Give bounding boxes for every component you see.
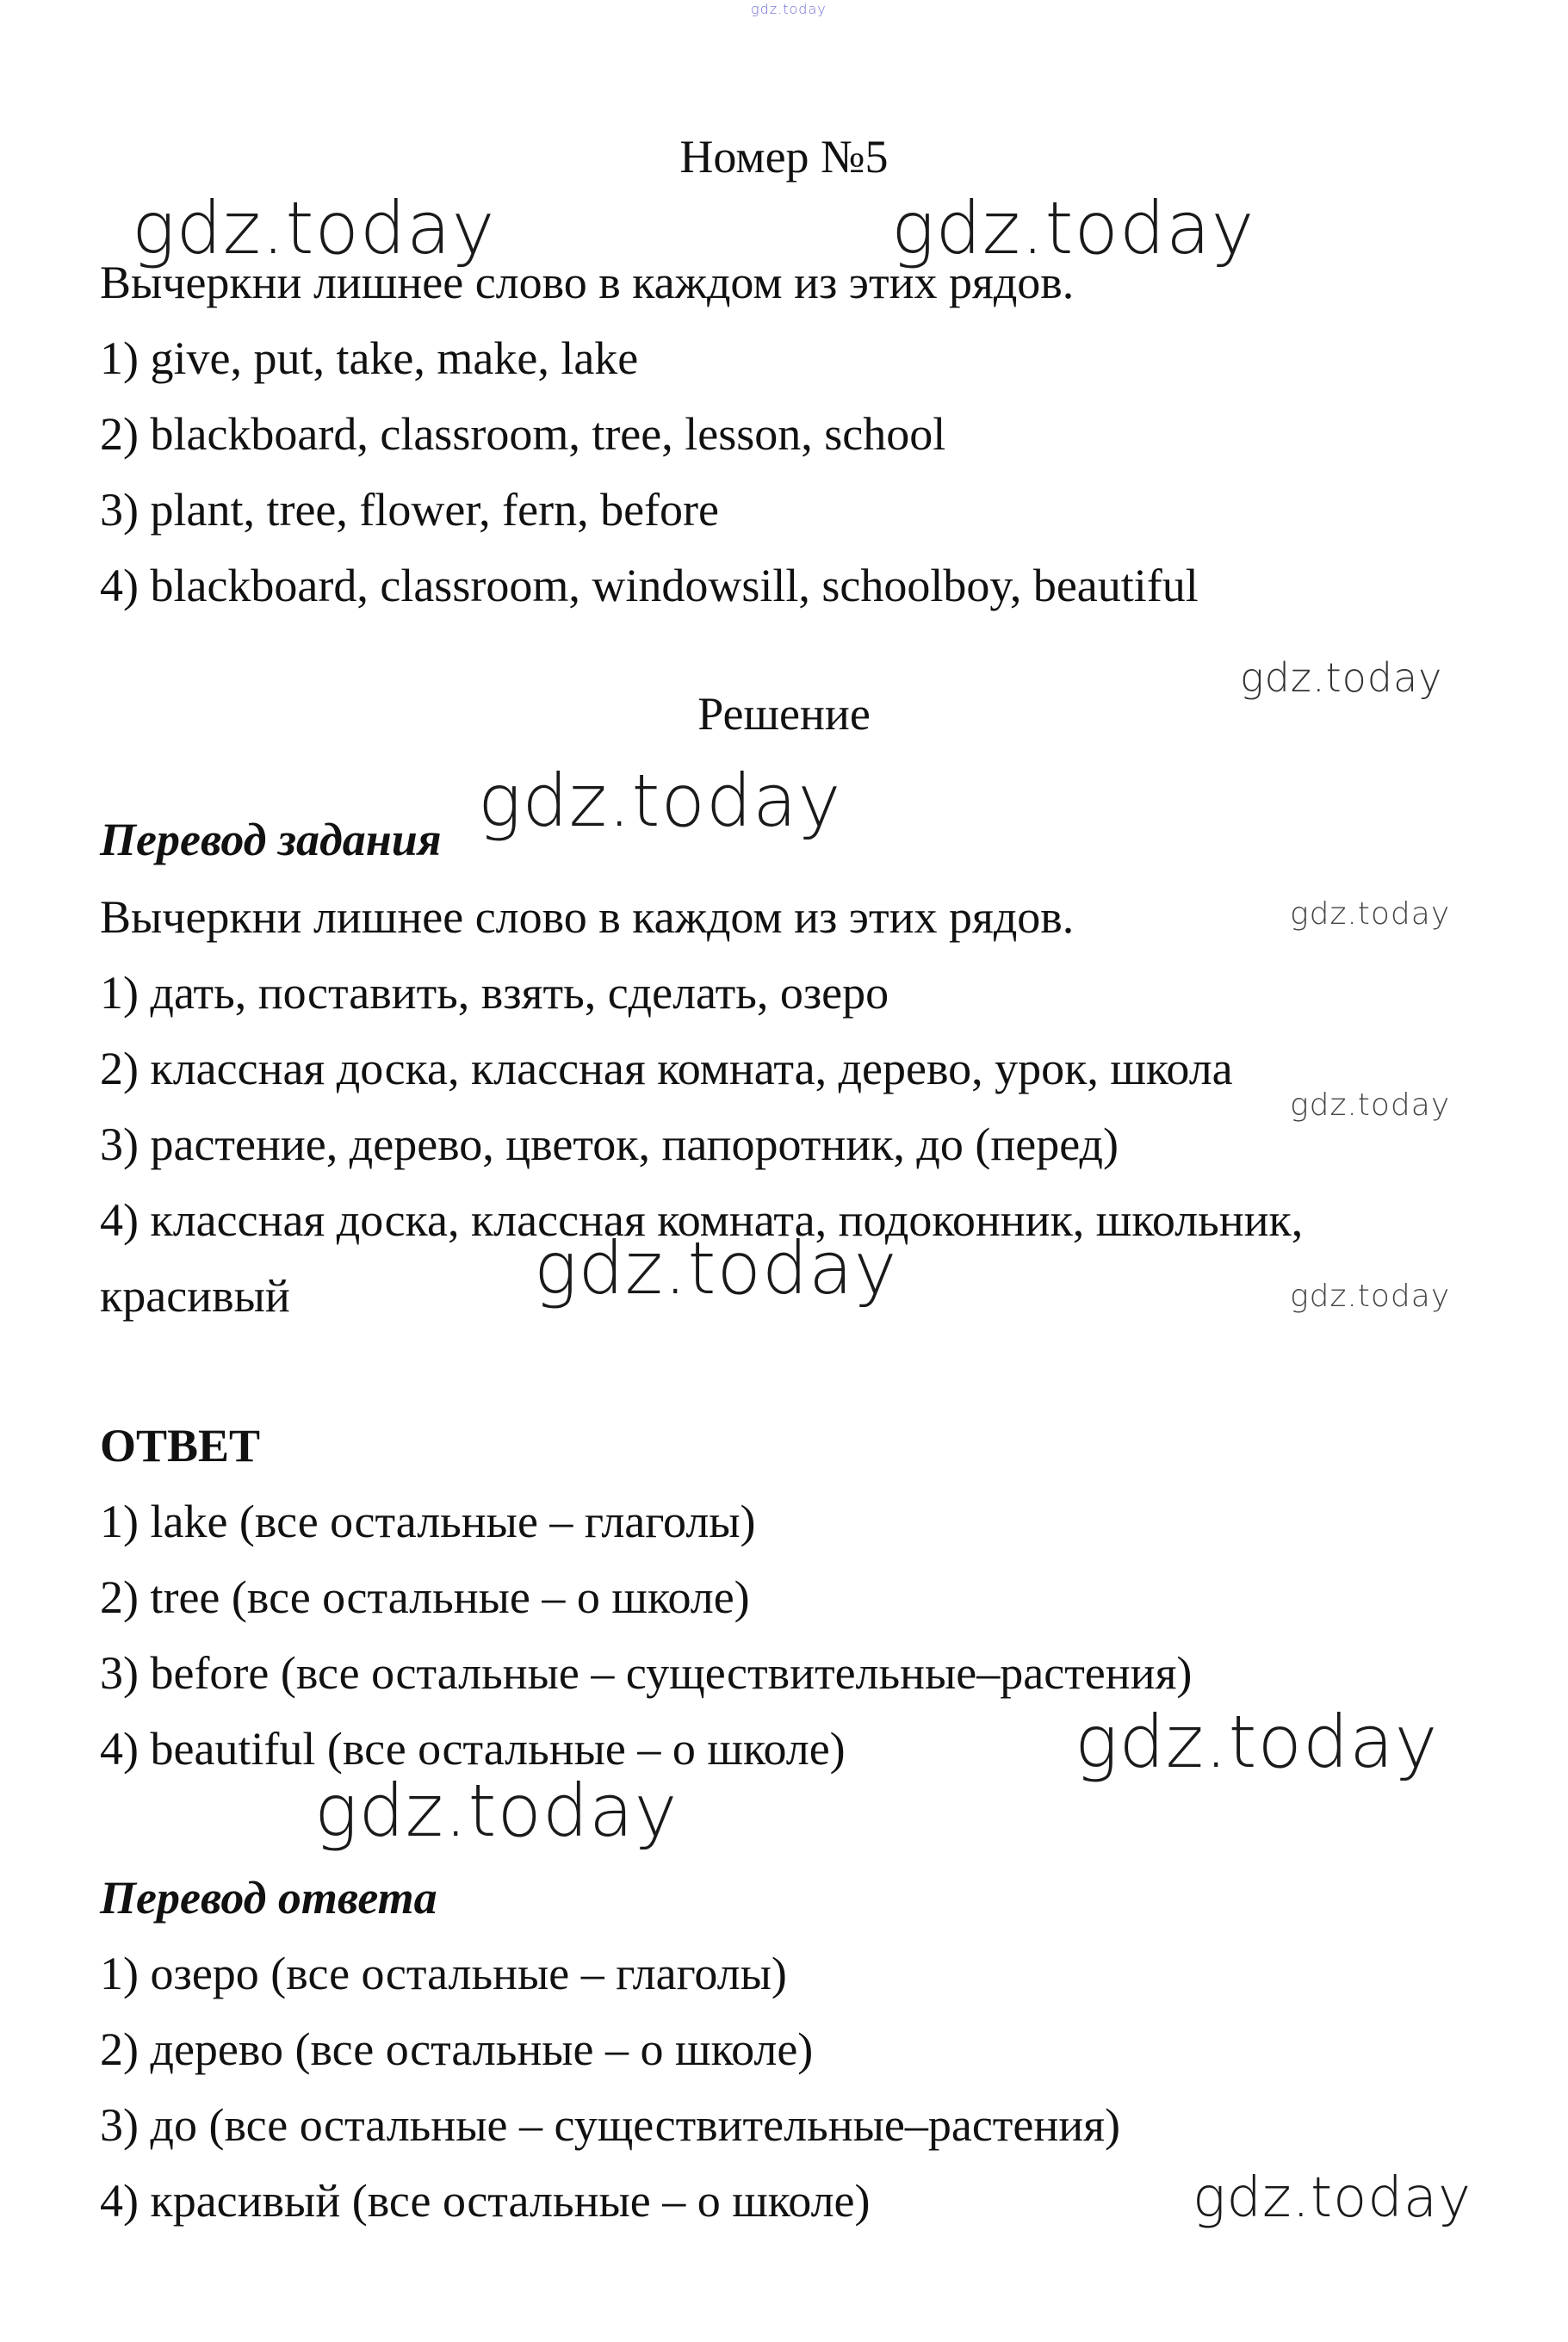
watermark-top: gdz.today — [751, 1, 827, 17]
translation-row-1: 1) дать, поставить, взять, сделать, озеро — [100, 967, 889, 1019]
task-row-1: 1) give, put, take, make, lake — [100, 332, 639, 384]
answer-translation-row-3: 3) до (все остальные – существительные–растения) — [100, 2099, 1120, 2151]
watermark-5: gdz.today — [1290, 896, 1451, 932]
watermark-3: gdz.today — [1240, 654, 1443, 701]
answer-row-3: 3) before (все остальные – существительные–растения) — [100, 1647, 1193, 1699]
translation-row-4: 4) классная доска, классная комната, подоконник, школьник, — [100, 1194, 1304, 1246]
answer-translation-row-2: 2) дерево (все остальные – о школе) — [100, 2023, 814, 2075]
watermark-4: gdz.today — [478, 759, 842, 843]
watermark-1: gdz.today — [132, 186, 496, 270]
watermark-11: gdz.today — [1193, 2166, 1472, 2230]
task-row-3: 3) plant, tree, flower, fern, before — [100, 484, 719, 536]
task-row-4: 4) blackboard, classroom, windowsill, schoolboy, beautiful — [100, 560, 1199, 611]
answer-translation-heading: Перевод ответа — [100, 1872, 437, 1924]
translation-heading: Перевод задания — [100, 814, 442, 865]
answer-translation-row-4: 4) красивый (все остальные – о школе) — [100, 2175, 871, 2227]
translation-instruction: Вычеркни лишнее слово в каждом из этих рядов. — [100, 891, 1075, 943]
task-row-2: 2) blackboard, classroom, tree, lesson, school — [100, 408, 946, 460]
solution-title: Решение — [697, 688, 871, 740]
watermark-9: gdz.today — [1075, 1700, 1439, 1784]
watermark-2: gdz.today — [891, 186, 1255, 270]
translation-row-3: 3) растение, дерево, цветок, папоротник, до (перед) — [100, 1118, 1119, 1170]
answer-heading: ОТВЕТ — [100, 1420, 261, 1471]
task-instruction: Вычеркни лишнее слово в каждом из этих рядов. — [100, 257, 1075, 308]
answer-translation-row-1: 1) озеро (все остальные – глаголы) — [100, 1948, 787, 1999]
answer-row-2: 2) tree (все остальные – о школе) — [100, 1571, 750, 1623]
page-title: Номер №5 — [679, 131, 889, 183]
answer-row-4: 4) beautiful (все остальные – о школе) — [100, 1723, 846, 1775]
translation-row-4-cont: красивый — [100, 1270, 290, 1322]
watermark-6: gdz.today — [1290, 1087, 1451, 1123]
watermark-10: gdz.today — [314, 1769, 679, 1853]
translation-row-2: 2) классная доска, классная комната, дерево, урок, школа — [100, 1043, 1233, 1094]
watermark-8: gdz.today — [1290, 1279, 1451, 1314]
watermark-7: gdz.today — [534, 1226, 898, 1310]
answer-row-1: 1) lake (все остальные – глаголы) — [100, 1496, 756, 1547]
